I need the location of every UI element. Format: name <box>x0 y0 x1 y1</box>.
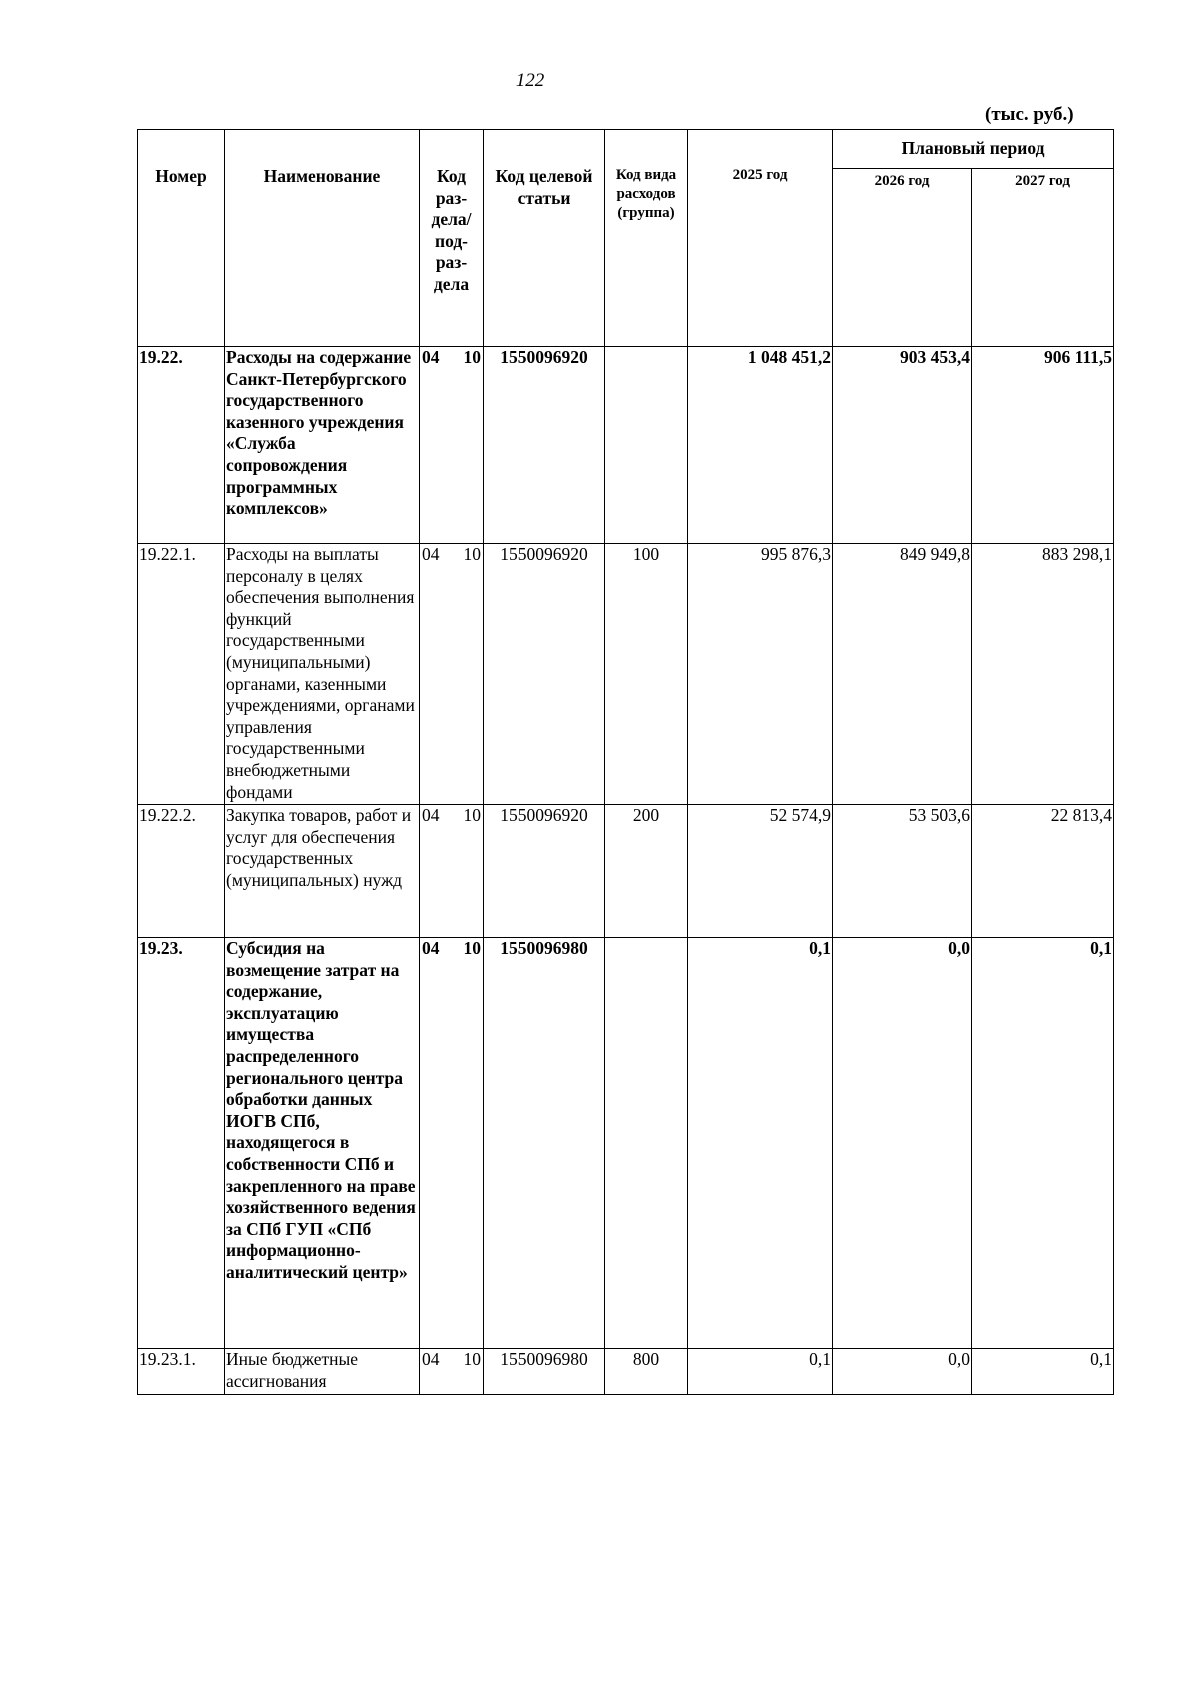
row-amount-2027: 906 111,5 <box>972 347 1114 544</box>
row-name: Иные бюджетные ассигнования <box>225 1349 420 1395</box>
row-section-code: 04 <box>422 805 440 825</box>
header-planovyi-period: Плановый период <box>833 130 1114 169</box>
row-amount-2025: 1 048 451,2 <box>688 347 833 544</box>
row-amount-2026: 0,0 <box>833 938 972 1349</box>
row-amount-2025: 52 574,9 <box>688 805 833 938</box>
units-label: (тыс. руб.) <box>985 104 1074 125</box>
row-subsection-code: 10 <box>463 1349 481 1369</box>
row-amount-2027: 0,1 <box>972 938 1114 1349</box>
row-target-code: 1550096920 <box>484 805 605 938</box>
table-row <box>138 544 1114 805</box>
row-subsection-code: 10 <box>463 347 481 367</box>
row-section-code: 04 <box>422 544 440 564</box>
row-amount-2026: 903 453,4 <box>833 347 972 544</box>
row-razdel <box>420 805 484 938</box>
header-razdel: Код раз- дела/ под- раз- дела <box>420 130 484 347</box>
row-amount-2025: 0,1 <box>688 938 833 1349</box>
header-vid: Код вида расходов (группа) <box>605 130 688 347</box>
row-target-code: 1550096980 <box>484 938 605 1349</box>
page-number: 122 <box>515 70 545 91</box>
row-expense-type: 800 <box>605 1349 688 1395</box>
row-target-code: 1550096920 <box>484 347 605 544</box>
row-amount-2026: 53 503,6 <box>833 805 972 938</box>
table-row <box>138 1349 1114 1395</box>
row-number: 19.23. <box>138 938 225 1349</box>
row-number: 19.23.1. <box>138 1349 225 1395</box>
row-amount-2026: 0,0 <box>833 1349 972 1395</box>
row-subsection-code: 10 <box>463 805 481 825</box>
row-razdel <box>420 1349 484 1395</box>
row-name: Расходы на содержание Санкт-Петербургского государственного казенного учреждения «Служба сопровождения программных комплексов» <box>225 347 420 544</box>
row-target-code: 1550096920 <box>484 544 605 805</box>
row-target-code: 1550096980 <box>484 1349 605 1395</box>
row-subsection-code: 10 <box>463 938 481 958</box>
row-razdel <box>420 347 484 544</box>
row-expense-type <box>605 938 688 1349</box>
row-expense-type <box>605 347 688 544</box>
budget-table <box>137 129 1114 1395</box>
row-amount-2025: 0,1 <box>688 1349 833 1395</box>
row-name: Закупка товаров, работ и услуг для обеспечения государственных (муниципальных) нужд <box>225 805 420 938</box>
row-section-code: 04 <box>422 938 440 958</box>
row-expense-type: 100 <box>605 544 688 805</box>
table-row <box>138 938 1114 1349</box>
row-number: 19.22.1. <box>138 544 225 805</box>
table-row <box>138 347 1114 544</box>
header-naimenovanie: Наименование <box>225 130 420 347</box>
row-amount-2027: 0,1 <box>972 1349 1114 1395</box>
row-amount-2026: 849 949,8 <box>833 544 972 805</box>
row-razdel <box>420 938 484 1349</box>
header-celevaya: Код целевой статьи <box>484 130 605 347</box>
row-name: Субсидия на возмещение затрат на содержание, эксплуатацию имущества распределенного регионального центра обработки данных ИОГВ СПб, находящегося в собственности СПб и закрепленного на праве хозяйственного ведения за СПб ГУП «СПб информационно-аналитический центр» <box>225 938 420 1349</box>
table-row <box>138 805 1114 938</box>
row-subsection-code: 10 <box>463 544 481 564</box>
row-section-code: 04 <box>422 1349 440 1369</box>
row-amount-2027: 22 813,4 <box>972 805 1114 938</box>
row-amount-2027: 883 298,1 <box>972 544 1114 805</box>
row-name: Расходы на выплаты персоналу в целях обеспечения выполнения функций государственными (муниципальными) органами, казенными учреждениями, органами управления государственными внебюджетными фондами <box>225 544 420 805</box>
row-expense-type: 200 <box>605 805 688 938</box>
row-number: 19.22. <box>138 347 225 544</box>
header-2027: 2027 год <box>972 169 1114 347</box>
header-2025: 2025 год <box>688 130 833 347</box>
header-nomer: Номер <box>138 130 225 347</box>
row-section-code: 04 <box>422 347 440 367</box>
row-razdel <box>420 544 484 805</box>
header-2026: 2026 год <box>833 169 972 347</box>
row-amount-2025: 995 876,3 <box>688 544 833 805</box>
row-number: 19.22.2. <box>138 805 225 938</box>
